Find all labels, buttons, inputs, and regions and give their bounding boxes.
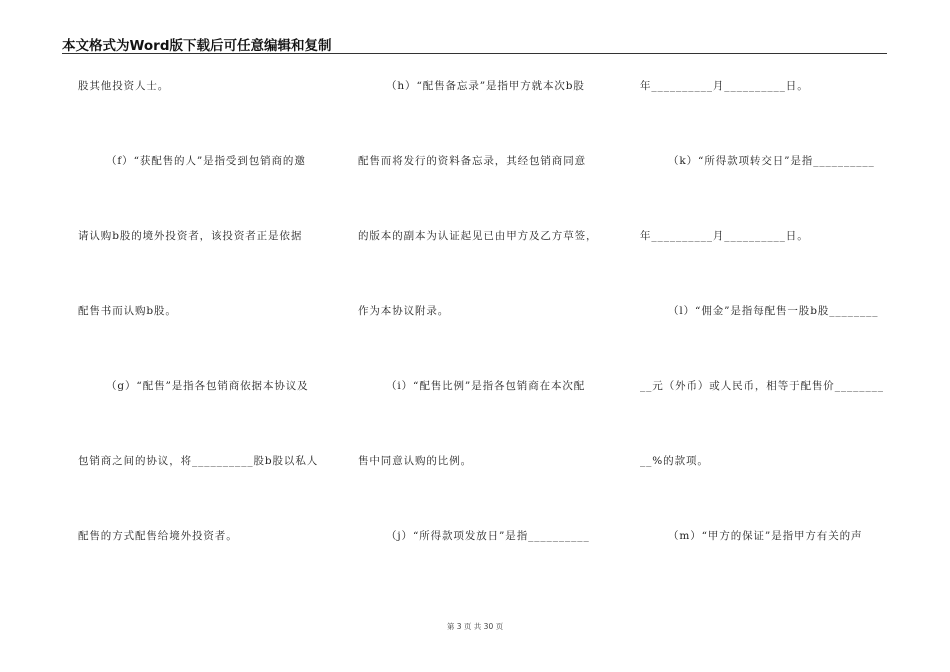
middle-line-5: （i）“配售比例”是指各包销商在本次配 bbox=[386, 380, 586, 392]
left-line-1: 股其他投资人士。 bbox=[78, 80, 170, 92]
page-number-footer: 第 3 页 共 30 页 bbox=[446, 622, 504, 631]
left-line-6: 包销商之间的协议，将__________股b股以私人 bbox=[78, 455, 319, 467]
document-header-title: 本文格式为Word版下载后可任意编辑和复制 bbox=[62, 38, 332, 54]
middle-line-2: 配售而将发行的资料备忘录，其经包销商同意 bbox=[358, 155, 586, 167]
right-line-6: __%的款项。 bbox=[640, 455, 709, 467]
left-line-5: （g）“配售”是指各包销商依据本协议及 bbox=[106, 380, 309, 392]
left-line-3: 请认购b股的境外投资者，该投资者正是依据 bbox=[78, 230, 303, 242]
right-line-4: （l）“佣金”是指每配售一股b股________ bbox=[668, 305, 879, 317]
left-line-4: 配售书而认购b股。 bbox=[78, 305, 177, 317]
right-line-5: __元（外币）或人民币，相等于配售价________ bbox=[640, 380, 884, 392]
right-line-2: （k）“所得款项转交日”是指__________ bbox=[668, 155, 875, 167]
header-divider bbox=[62, 53, 887, 54]
middle-line-3: 的版本的副本为认证起见已由甲方及乙方草签， bbox=[358, 230, 598, 242]
middle-line-4: 作为本协议附录。 bbox=[358, 305, 450, 317]
middle-line-7: （j）“所得款项发放日”是指__________ bbox=[386, 530, 590, 542]
left-line-2: （f）“获配售的人”是指受到包销商的邀 bbox=[106, 155, 306, 167]
middle-line-1: （h）“配售备忘录”是指甲方就本次b股 bbox=[386, 80, 585, 92]
middle-line-6: 售中同意认购的比例。 bbox=[358, 455, 472, 467]
left-line-7: 配售的方式配售给境外投资者。 bbox=[78, 530, 238, 542]
right-line-1: 年__________月__________日。 bbox=[640, 80, 809, 92]
right-line-3: 年__________月__________日。 bbox=[640, 230, 809, 242]
right-line-7: （m）“甲方的保证”是指甲方有关的声 bbox=[668, 530, 863, 542]
